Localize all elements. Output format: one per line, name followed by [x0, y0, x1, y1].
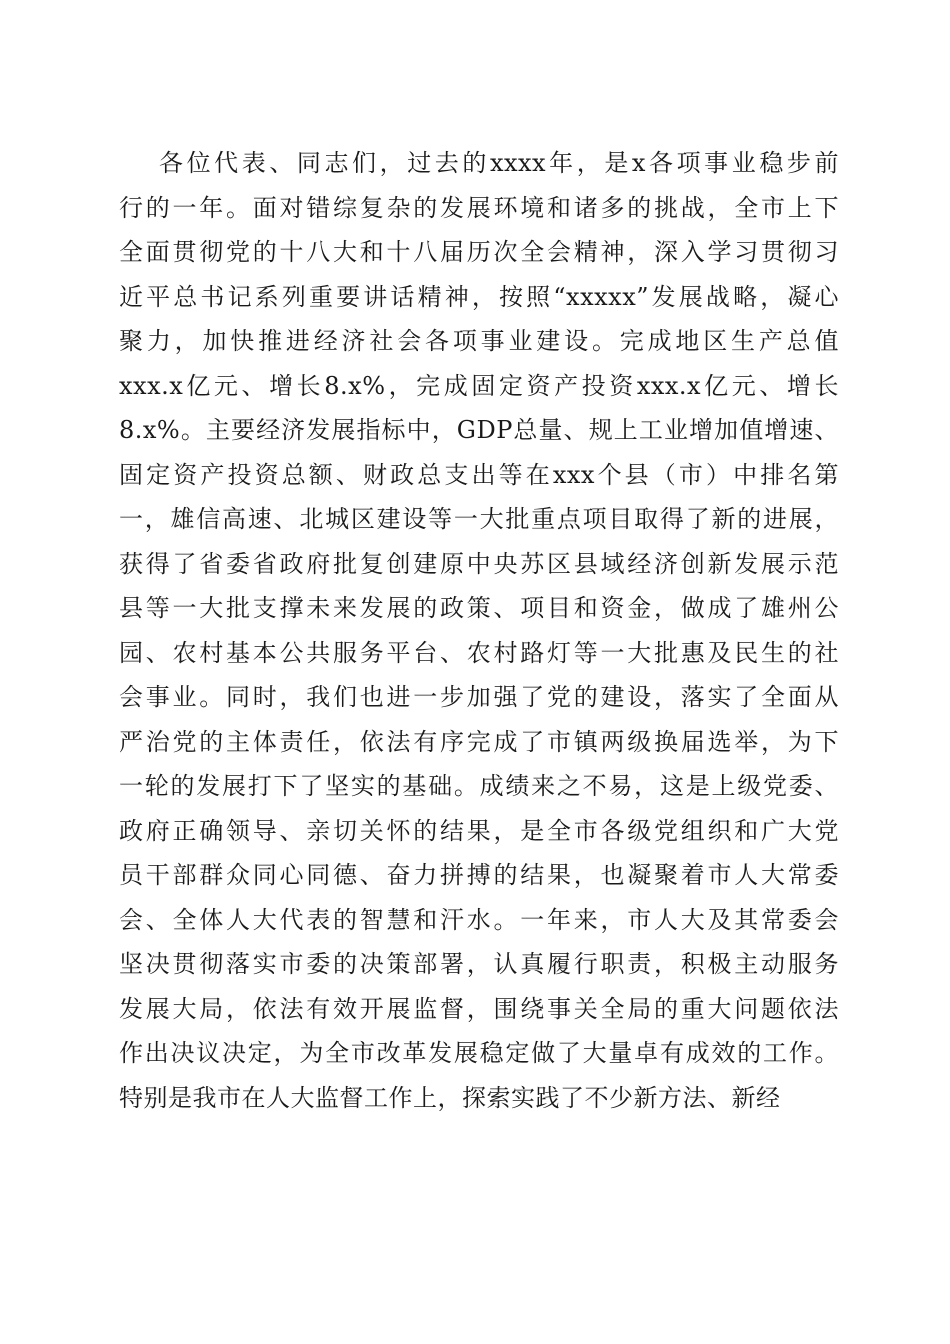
paragraph-line-2: 行的一年。面对错综复杂的发展环境和诸多的挑战，全市上下: [119, 193, 839, 222]
paragraph-line-9: 一，雄信高速、北城区建设等一大批重点项目取得了新的进展，: [119, 505, 839, 533]
paragraph-line-4: 近平总书记系列重要讲话精神，按照“xxxxx”发展战略，凝心: [119, 282, 839, 311]
paragraph-line-19: 坚决贯彻落实市委的决策部署，认真履行职责，积极主动服务: [119, 950, 839, 978]
paragraph-line-13: 会事业。同时，我们也进一步加强了党的建设，落实了全面从: [119, 683, 839, 711]
paragraph-line-20: 发展大局，依法有效开展监督，围绕事关全局的重大问题依法: [119, 994, 839, 1023]
paragraph-line-21: 作出决议决定，为全市改革发展稳定做了大量卓有成效的工作。: [119, 1039, 839, 1067]
paragraph-line-11: 县等一大批支撑未来发展的政策、项目和资金，做成了雄州公: [119, 594, 839, 622]
paragraph-line-16: 政府正确领导、亲切关怀的结果，是全市各级党组织和广大党: [119, 816, 839, 845]
paragraph-line-18: 会、全体人大代表的智慧和汗水。一年来，市人大及其常委会: [119, 905, 839, 934]
paragraph-line-7: 8.x%。主要经济发展指标中，GDP总量、规上工业增加值增速、: [119, 416, 839, 444]
paragraph-line-1: 各位代表、同志们，过去的xxxx年，是x各项事业稳步前: [159, 149, 839, 177]
body-paragraph: [119, 141, 839, 1120]
paragraph-line-8: 固定资产投资总额、财政总支出等在xxx个县（市）中排名第: [119, 460, 839, 489]
paragraph-line-6: xxx.x亿元、增长8.x%，完成固定资产投资xxx.x亿元、增长: [119, 371, 839, 400]
paragraph-line-14: 严治党的主体责任，依法有序完成了市镇两级换届选举，为下: [119, 727, 839, 756]
paragraph-line-12: 园、农村基本公共服务平台、农村路灯等一大批惠及民生的社: [119, 638, 839, 667]
paragraph-line-17: 员干部群众同心同德、奋力拼搏的结果，也凝聚着市人大常委: [119, 861, 839, 889]
paragraph-line-15: 一轮的发展打下了坚实的基础。成绩来之不易，这是上级党委、: [119, 772, 839, 800]
paragraph-line-3: 全面贯彻党的十八大和十八届历次全会精神，深入学习贯彻习: [119, 238, 839, 266]
paragraph-line-10: 获得了省委省政府批复创建原中央苏区县域经济创新发展示范: [119, 549, 839, 578]
paragraph-line-22: 特别是我市在人大监督工作上，探索实践了不少新方法、新经: [119, 1083, 781, 1112]
paragraph-line-5: 聚力，加快推进经济社会各项事业建设。完成地区生产总值: [119, 327, 839, 355]
